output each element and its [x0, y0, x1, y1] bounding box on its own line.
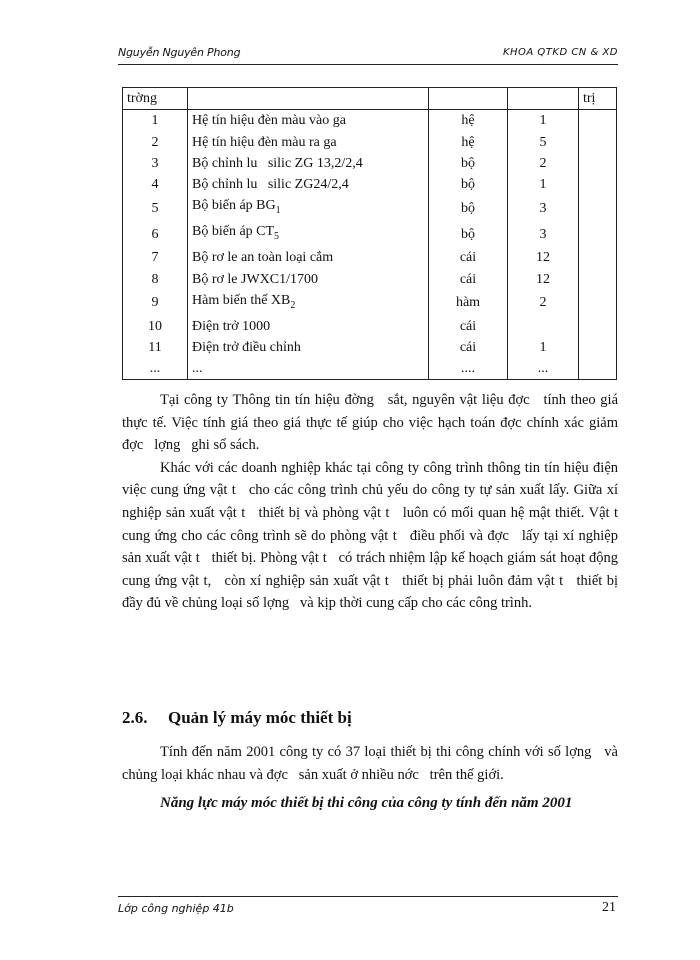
equipment-table [122, 87, 617, 380]
cell-quantity: 12 [508, 247, 579, 268]
section-title: Quản lý máy móc thiết bị [168, 708, 352, 727]
table-row [123, 132, 617, 153]
table-row [123, 315, 617, 336]
cell-index: 1 [123, 110, 188, 132]
cell-quantity: 12 [508, 268, 579, 289]
table-row [123, 110, 617, 132]
cell-value [579, 221, 617, 247]
cell-name: Bộ rơ le JWXC1/1700 [188, 268, 429, 289]
table-row [123, 221, 617, 247]
cell-value [579, 337, 617, 358]
cell-name [188, 221, 429, 247]
cell-value [579, 195, 617, 221]
table-row [123, 195, 617, 221]
cell-quantity: 2 [508, 290, 579, 316]
cell-name-subscript: 5 [274, 231, 280, 243]
header-department: KHOA QTKD CN & XD [502, 47, 618, 58]
table-row [123, 337, 617, 358]
cell-name-text: Hàm biến thế XB [192, 292, 291, 308]
paragraph: Tại công ty Thông tin tín hiệu đờng sắt, nguyên vật liệu đợc tính theo giá thực tế. Việc tính giá theo giá thực tế giúp cho việc hạch toán đợc chính xác giảm đợc lợng ghi sổ sách. [122, 392, 622, 454]
cell-name: ... [188, 358, 429, 380]
cell-unit: cái [429, 268, 508, 289]
cell-name: Bộ chỉnh lu silic ZG 13,2/2,4 [188, 153, 429, 174]
cell-value [579, 132, 617, 153]
cell-unit: bộ [429, 174, 508, 195]
table-header-cell [508, 88, 579, 110]
cell-index: 3 [123, 153, 188, 174]
section-body [122, 741, 622, 786]
cell-quantity: 1 [508, 174, 579, 195]
cell-value [579, 247, 617, 268]
cell-name: Điện trở 1000 [188, 315, 429, 336]
cell-name: Điện trở điều chỉnh [188, 337, 429, 358]
cell-index: 4 [123, 174, 188, 195]
cell-unit: hệ [429, 132, 508, 153]
cell-value [579, 358, 617, 380]
table-row [123, 174, 617, 195]
page-number: 21 [602, 900, 616, 915]
table-caption: Năng lực máy móc thiết bị thi công của công ty tính đến năm 2001 [160, 795, 573, 811]
cell-index: 11 [123, 337, 188, 358]
cell-name-text: Bộ biến áp BG [192, 198, 276, 214]
cell-quantity: 1 [508, 110, 579, 132]
table-header-cell: trị [579, 88, 617, 110]
cell-value [579, 174, 617, 195]
cell-value [579, 290, 617, 316]
paragraph: Khác với các doanh nghiệp khác tại công ty công trình thông tin tín hiệu điện việc cung ứng vật t cho các công trình chủ yếu do công ty tự sản xuất lấy. Giữa xí nghiệp sản xuất vật t thiết bị và phòng vật t luôn có mối quan hệ mật thiết. Vật t cung ứng cho các công trình sẽ do phòng vật t điều phối và đợc lấy tại xí nghiệp sản xuất vật t thiết bị. Phòng vật t có trách nhiệm lập kế hoạch giám sát hoạt động cung ứng vật t, còn xí nghiệp sản xuất vật t thiết bị phải luôn đảm vật t thiết bị đầy đủ về chủng loại số lợng và kịp thời cung cấp cho các công trình. [122, 459, 629, 612]
cell-unit: hàm [429, 290, 508, 316]
cell-value [579, 153, 617, 174]
table-header-cell [429, 88, 508, 110]
cell-index: 10 [123, 315, 188, 336]
cell-index: ... [123, 358, 188, 380]
table-header-row [123, 88, 617, 110]
cell-name-subscript: 1 [275, 205, 281, 217]
cell-unit: cái [429, 247, 508, 268]
cell-index: 9 [123, 290, 188, 316]
header-author: Nguyễn Nguyên Phong [118, 46, 241, 59]
cell-quantity: 5 [508, 132, 579, 153]
section-number: 2.6. [122, 708, 148, 727]
cell-unit: bộ [429, 195, 508, 221]
table-row [123, 153, 617, 174]
cell-index: 6 [123, 221, 188, 247]
cell-name: Bộ chỉnh lu silic ZG24/2,4 [188, 174, 429, 195]
cell-unit: bộ [429, 221, 508, 247]
cell-quantity: ... [508, 358, 579, 380]
cell-quantity: 1 [508, 337, 579, 358]
cell-unit: .... [429, 358, 508, 380]
cell-quantity: 3 [508, 221, 579, 247]
cell-unit: hệ [429, 110, 508, 132]
table-header-cell: trờng [123, 88, 188, 110]
cell-unit: cái [429, 315, 508, 336]
cell-value [579, 315, 617, 336]
cell-name-subscript: 2 [290, 299, 296, 311]
cell-name-text: Bộ biến áp CT [192, 224, 275, 240]
table-row [123, 358, 617, 380]
cell-index: 8 [123, 268, 188, 289]
table-row [123, 290, 617, 316]
footer-class: Lớp công nghiệp 41b [118, 902, 234, 915]
cell-name: Hệ tín hiệu đèn màu vào ga [188, 110, 429, 132]
cell-index: 7 [123, 247, 188, 268]
cell-index: 2 [123, 132, 188, 153]
cell-value [579, 110, 617, 132]
body-text [122, 389, 629, 615]
cell-quantity [508, 315, 579, 336]
cell-unit: cái [429, 337, 508, 358]
cell-name [188, 290, 429, 316]
cell-unit: bộ [429, 153, 508, 174]
section-heading [122, 708, 352, 728]
section-paragraph: Tính đến năm 2001 công ty có 37 loại thiết bị thi công chính với số lợng và chủng loại khác nhau và đợc sản xuất ở nhiều nớc trên thế giới. [122, 744, 622, 783]
table-row [123, 268, 617, 289]
cell-name: Hệ tín hiệu đèn màu ra ga [188, 132, 429, 153]
cell-index: 5 [123, 195, 188, 221]
page-header [118, 44, 618, 65]
cell-quantity: 2 [508, 153, 579, 174]
page-footer [118, 896, 618, 919]
cell-quantity: 3 [508, 195, 579, 221]
cell-value [579, 268, 617, 289]
cell-name [188, 195, 429, 221]
cell-name: Bộ rơ le an toàn loại cắm [188, 247, 429, 268]
table-header-cell [188, 88, 429, 110]
table-row [123, 247, 617, 268]
